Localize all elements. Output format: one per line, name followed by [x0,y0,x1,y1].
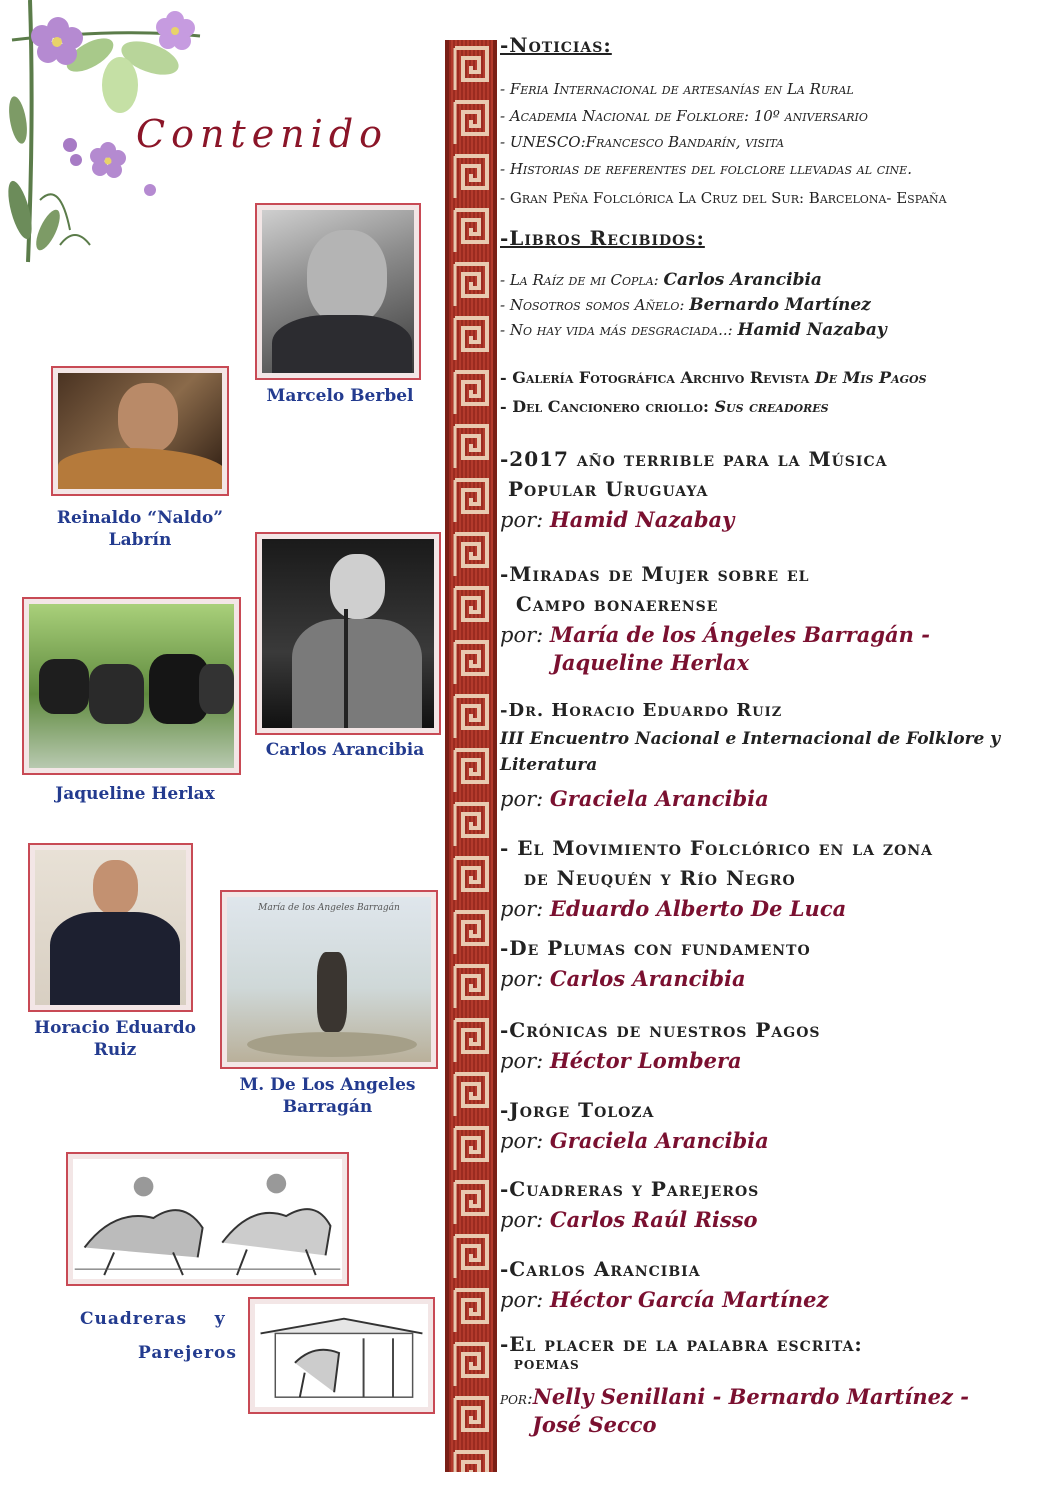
article-title: -Carlos Arancibia [500,1257,701,1281]
byline-author: Carlos Raúl Risso [549,1207,758,1232]
article-title: Campo bonaerense [500,592,719,616]
noticia-item: - UNESCO:Francesco Bandarín, visita [500,133,785,151]
byline-prefix: por: [500,967,550,991]
caption-horacio-ruiz: Horacio Eduardo Ruiz [34,1018,196,1060]
caption-maria-barragan: M. De Los Angeles Barragán [239,1075,416,1117]
photo-horacio-ruiz [28,843,193,1012]
article-byline [500,786,769,811]
libro-item: - Nosotros somos Añelo: Bernardo Martínez [500,295,871,315]
byline-author: María de los Ángeles Barragán - [549,622,930,647]
byline-author: Graciela Arancibia [549,1128,769,1153]
photo-maria-barragan [220,890,438,1069]
article-byline [500,1412,657,1437]
byline-author: Héctor Lombera [549,1048,742,1073]
byline-prefix: por: [500,1208,550,1232]
byline-prefix: por: [500,1389,533,1409]
byline-prefix: por: [500,787,550,811]
byline-prefix: por: [500,1288,550,1312]
byline-prefix: por: [500,897,550,921]
article-byline [500,1048,742,1073]
article-title: Popular Uruguaya [500,477,709,501]
noticia-item: - Historias de referentes del folclore llevadas al cine. [500,160,912,178]
page-title: Contenido [136,112,389,156]
article-byline [500,622,930,647]
noticia-item: - Feria Internacional de artesanías en La Rural [500,80,854,98]
photo-jaqueline-herlax [22,597,241,775]
heading-noticias: -Noticias: [500,33,612,57]
heading-libros: -Libros Recibidos: [500,226,705,250]
caption-cuadreras-parejeros: Cuadreras y Parejeros [80,1309,237,1363]
illustration-parejeros [248,1297,435,1414]
caption-marcelo-berbel: Marcelo Berbel [266,386,414,406]
article-title: -2017 año terrible para la Música [500,447,888,471]
libro-item: - No hay vida más desgraciada..: Hamid Nazabay [500,320,887,340]
byline-author: Eduardo Alberto De Luca [549,896,847,921]
article-title: -De Plumas con fundamento [500,936,811,960]
article-byline [500,507,734,532]
byline-prefix: por: [500,508,550,532]
article-title: de Neuquén y Río Negro [500,866,796,890]
noticia-item: - Gran Peña Folclórica La Cruz del Sur: Barcelona- España [500,189,947,207]
byline-author: Jaqueline Herlax [552,650,750,675]
article-title: -Crónicas de nuestros Pagos [500,1018,821,1042]
article-byline [500,1287,828,1312]
article-subtitle: III Encuentro Nacional e Internacional de Folklore y Literatura [500,729,1001,775]
byline-prefix: por: [500,623,550,647]
byline-author: Nelly Senillani - Bernardo Martínez - [532,1384,969,1409]
article-byline [500,1128,769,1153]
article-title: -Miradas de Mujer sobre el [500,562,810,586]
byline-author: José Secco [532,1412,657,1437]
photo-carlos-arancibia [255,532,441,735]
caption-reinaldo-labrin: Reinaldo “Naldo” Labrín [56,508,224,550]
article-title: - El Movimiento Folclórico en la zona [500,836,933,860]
byline-author: Graciela Arancibia [549,786,769,811]
article-byline [500,896,846,921]
caption-jaqueline-herlax: Jaqueline Herlax [55,784,215,804]
article-title: -El placer de la palabra escrita: [500,1332,863,1356]
byline-prefix: por: [500,1129,550,1153]
woven-band-decoration [445,40,497,1472]
galeria-item: - Galería Fotográfica Archivo Revista De Mis Pagos [500,368,927,387]
article-byline [500,966,746,991]
photo-overlay-text: María de los Angeles Barragán [258,903,400,913]
byline-author: Héctor García Martínez [549,1287,829,1312]
illustration-cuadreras [66,1152,349,1286]
article-byline [500,1207,758,1232]
photo-marcelo-berbel [255,203,421,380]
article-title: -Dr. Horacio Eduardo Ruiz [500,700,783,721]
byline-author: Hamid Nazabay [549,507,735,532]
photo-reinaldo-labrin [51,366,229,496]
noticia-item: - Academia Nacional de Folklore: 10º aniversario [500,107,868,125]
article-byline [500,1384,969,1409]
ranch-sketch [255,1304,428,1407]
horse-race-sketch [73,1159,342,1279]
article-byline [500,650,749,675]
article-title: -Jorge Toloza [500,1098,655,1122]
byline-prefix: por: [500,1049,550,1073]
libro-item: - La Raíz de mi Copla: Carlos Arancibia [500,270,822,290]
article-title: poemas [500,1354,580,1374]
cancionero-item: - Del Cancionero criollo: Sus creadores [500,397,829,416]
byline-author: Carlos Arancibia [549,966,746,991]
caption-carlos-arancibia: Carlos Arancibia [265,740,425,760]
article-title: -Cuadreras y Parejeros [500,1177,760,1201]
